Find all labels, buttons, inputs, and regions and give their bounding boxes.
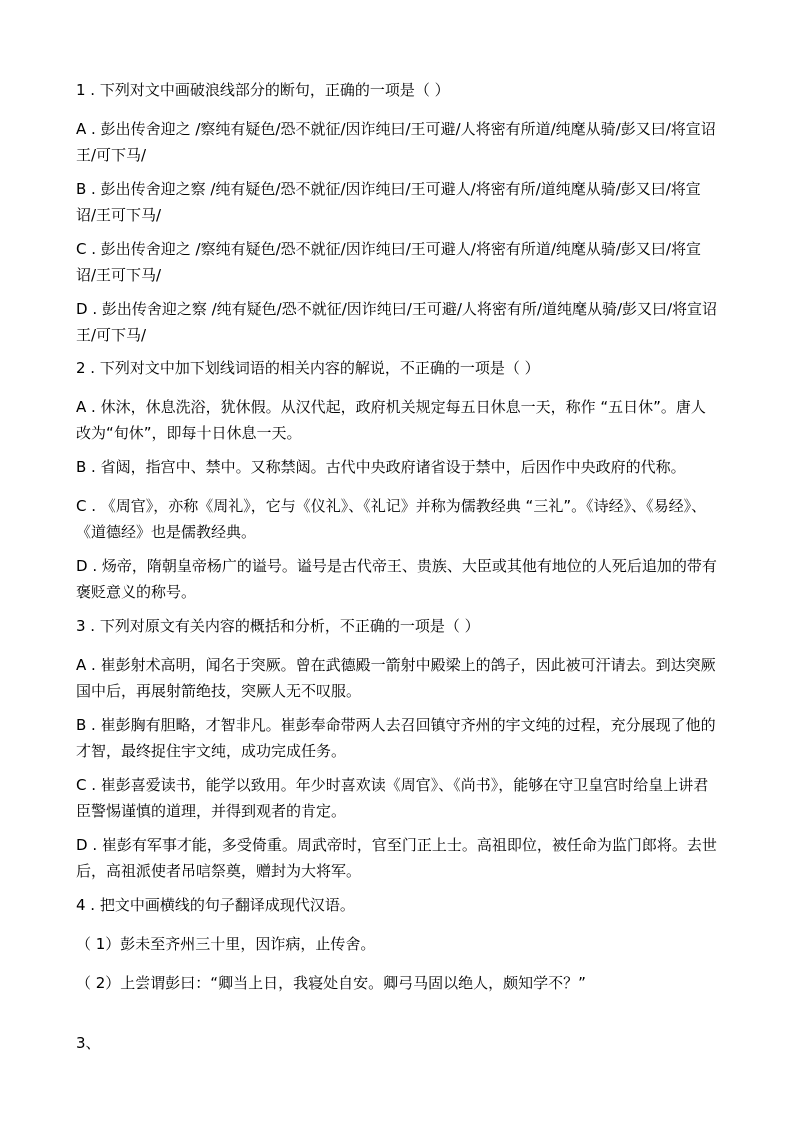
question-1-option-c: C . 彭出传舍迎之 /察纯有疑色/恐不就征/因诈纯曰/王可避人/将密有所道/纯麾从骑/彭又曰/将宣诏/王可下马/ [76, 240, 701, 284]
question-3-option-a: A . 崔彭射术高明，闻名于突厥。曾在武德殿一箭射中殿梁上的鸽子，因此被可汗请去。到达突厥国中后，再展射箭绝技，突厥人无不叹服。 [76, 656, 716, 700]
footer-label: 3、 [76, 1034, 101, 1052]
question-2-option-d: D . 炀帝，隋朝皇帝杨广的谥号。谥号是古代帝王、贵族、大臣或其他有地位的人死后追加的带有褒贬意义的称号。 [76, 557, 717, 601]
question-2-option-a: A . 休沐，休息洗浴，犹休假。从汉代起，政府机关规定每五日休息一天，称作 “五日休”。唐人改为“旬休”，即每十日休息一天。 [76, 398, 706, 442]
question-4-item-2: （ 2）上尝谓彭曰：“卿当上日，我寝处自安。卿弓马固以绝人，颇知学不？” [76, 974, 586, 992]
question-2-option-b: B . 省闼，指宫中、禁中。又称禁闼。古代中央政府诸省设于禁中，后因作中央政府的代称。 [76, 458, 686, 476]
question-3-stem: 3 . 下列对原文有关内容的概括和分析，不正确的一项是（ ） [76, 617, 480, 635]
question-4-item-1: （ 1）彭未至齐州三十里，因诈病，止传舍。 [76, 935, 376, 953]
question-3-option-d: D . 崔彭有军事才能，多受倚重。周武帝时，官至门正上士。高祖即位，被任命为监门郎将。去世后，高祖派使者吊唁祭奠，赠封为大将军。 [76, 836, 717, 880]
question-1-option-b: B . 彭出传舍迎之察 /纯有疑色/恐不就征/因诈纯曰/王可避人/将密有所/道纯麾从骑/彭又曰/将宣诏/王可下马/ [76, 180, 701, 224]
question-3-option-c: C . 崔彭喜爱读书，能学以致用。年少时喜欢读《周官》、《尚书》，能够在守卫皇宫时给皇上讲君臣警惕谨慎的道理，并得到观者的肯定。 [76, 776, 709, 820]
question-1-stem: 1 . 下列对文中画破浪线部分的断句，正确的一项是（ ） [76, 81, 450, 99]
question-4-stem: 4 . 把文中画横线的句子翻译成现代汉语。 [76, 896, 355, 914]
question-2-option-c: C . 《周官》，亦称《周礼》，它与《仪礼》、《礼记》并称为儒教经典 “三礼”。《诗经》、《易经》、《道德经》也是儒教经典。 [76, 497, 707, 541]
question-3-option-b: B . 崔彭胸有胆略，才智非凡。崔彭奉命带两人去召回镇守齐州的宇文纯的过程，充分展现了他的才智，最终捉住宇文纯，成功完成任务。 [76, 716, 716, 760]
question-1-option-a: A . 彭出传舍迎之 /察纯有疑色/恐不就征/因诈纯曰/王可避/人将密有所道/纯麾从骑/彭又曰/将宣诏王/可下马/ [76, 120, 716, 164]
question-2-stem: 2 . 下列对文中加下划线词语的相关内容的解说，不正确的一项是（ ） [76, 359, 540, 377]
question-1-option-d: D . 彭出传舍迎之察 /纯有疑色/恐不就征/因诈纯曰/王可避/人将密有所/道纯麾从骑/彭又曰/将宣诏王/可下马/ [76, 300, 718, 344]
